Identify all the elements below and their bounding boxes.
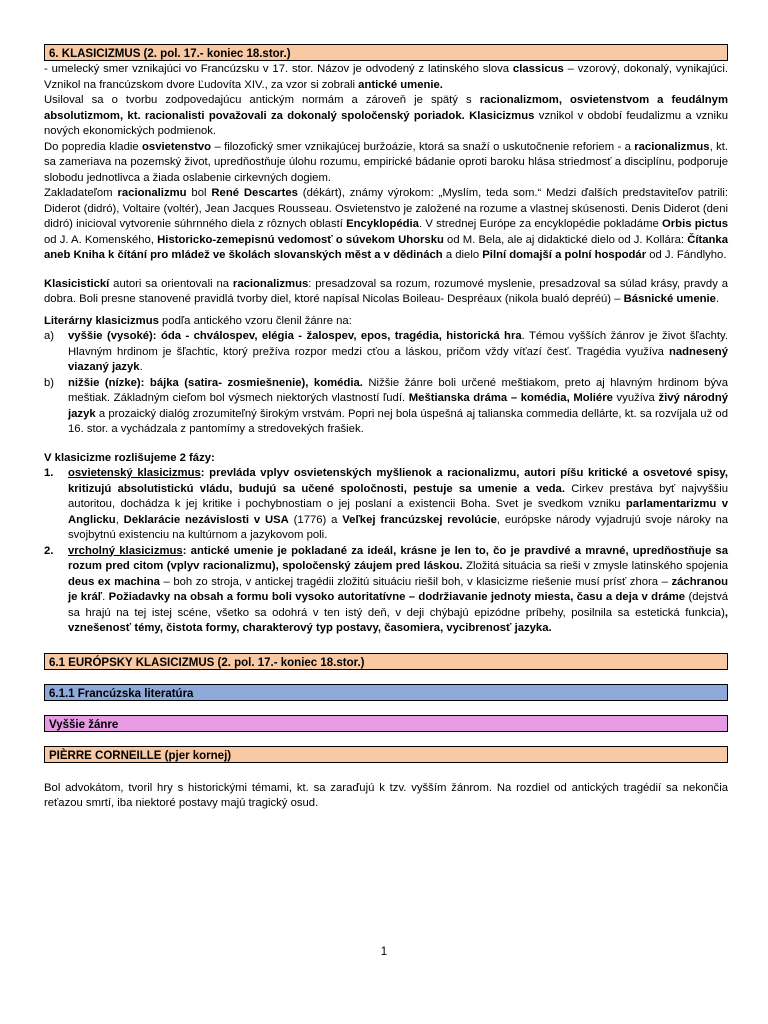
spacer <box>44 264 728 277</box>
section-heading-francuzska-literatura: 6.1.1 Francúzska literatúra <box>44 684 728 701</box>
phases-title: V klasicizme rozlišujeme 2 fázy: <box>44 451 215 464</box>
paragraph-klasicisticki-autori: Klasicistickí autori sa orientovali na racionalizmus: presadzoval sa rozum, rozumové myslenie, presadzoval sa súlad krásy, pravdy a dobra. Boli presne stanovené pravidlá tvorby diel, ktoré napísal Nicolas Boileau- Despréaux (nikola bualó depréú) – Básnické umenie. <box>44 277 728 305</box>
paragraph-corneille: Bol advokátom, tvoril hry s historickými témami, kt. sa zaraďujú k tzv. vyšším žánrom. Na rozdiel od antických tragédií sa nekončia reťazou smrtí, iba niektoré postavy majú tragický osud. <box>44 781 728 809</box>
list-item-nizsie: b) nižšie (nízke): bájka (satira- zosmiešnenie), komédia. Nižšie žánre boli určené meštiakom, preto aj hlavným hrdinom býva meštiak. Základným cieľom bol výsmech niektorých vlastností ľudí. Meštianska dráma – komédia, Moliére využíva živý národný jazyk a prozaický dialóg zrozumiteľný širokým vrstvám. Popri nej bola úspešná aj talianska commedia dellárte, kt. sa rozvíjala už od 16. stor. a vychádzala z pantomímy a stredovekých frašiek. <box>44 376 728 435</box>
paragraph-osvietenstvo: Do popredia kladie osvietenstvo – filozofický smer vznikajúcej buržoázie, ktorá sa snaží o uskutočnenie reforiem - a racionalizmus, kt. sa zameriava na pozemský život, upredňostňuje úlohu rozumu, empirické bádanie oproti baroku hlása striedmosť a disciplínu, podporuje slobodu jednotlivca a žiada oslabenie cirkevných dogiem. <box>44 140 729 184</box>
section-heading-corneille: PIÈRRE CORNEILLE (pjer kornej) <box>44 746 728 763</box>
list-item-vyssie: a) vyššie (vysoké): óda - chválospev, elégia - žalospev, epos, tragédia, historická hra. Témou vyšších žánrov je život šľachty. Hlavným hrdinom je šľachtic, ktorý prežíva rozpor medzi cťou a láskou, pričom vždy víťazí česť. Tragédia využíva nadnesený viazaný jazyk. <box>44 330 728 373</box>
page-number: 1 <box>380 946 388 958</box>
phase-item-vrcholny: 2. vrcholný klasicizmus: antické umenie je pokladané za ideál, krásne je len to, čo je pravdivé a mravné, upredňostňuje sa rozum pred citom (vplyv racionalizmu), spoločenský záujem pred láskou. Zložitá situácia sa rieši v zmysle latinského spojenia deus ex machina – boh zo stroja, v antickej tragédii zložitú situáciu riešil boh, v klasicizme riešenie musí prísť zhora – záchranou je kráľ. Požiadavky na obsah a formu boli vysoko autoritatívne – dodržiavanie jednoty miesta, času a deja v dráme (dejstvá sa hrajú na tej istej scéne, všetko sa odohrá v ten istý deň, v deji chýbajú epizódne príbehy, posilnila sa estetická funkcia), vznešenosť témy, čistota formy, charakterový typ postavy, časomiera, vycibrenosť jazyka. <box>44 544 729 634</box>
section-heading-europsky-klasicizmus: 6.1 EURÓPSKY KLASICIZMUS (2. pol. 17.- koniec 18.stor.) <box>44 653 728 670</box>
section-heading-vyssie-zanre: Vyššie žánre <box>44 715 728 732</box>
section-heading-klasicizmus: 6. KLASICIZMUS (2. pol. 17.- koniec 18.stor.) <box>44 44 728 61</box>
paragraph-zakladatel: Zakladateľom racionalizmu bol René Descartes (dékárt), známy výrokom: „Myslím, teda som.“ Medzi ďalších predstaviteľov patrili: Diderot (didró), Voltaire (voltér), Jean Jacques Rousseau. Osvietenstvo je založené na rozume a vlastnej skúsenosti. Denis Diderot (deni didró) inicioval vytvorenie súhrnného diela z rôznych oblastí Encyklopédia. V strednej Európe za encyklopédie pokladáme Orbis pictus od J. A. Komenského, Historicko-zemepisnú vedomosť o súvekom Uhorsku od M. Bela, ale aj didaktické dielo od J. Kollára: Čítanka aneb Kniha k čítání pro mládež ve školách slovanských měst a v dědinách a dielo Pilní domajší a polní hospodár od J. Fándlyho. <box>44 187 728 261</box>
spacer <box>44 438 728 451</box>
phase-item-osvietensky: 1. osvietenský klasicizmus: prevláda vplyv osvietenských myšlienok a racionalizmu, autori píšu kritické a osvetové spisy, kritizujú absolutistickú vládu, budujú sa učené spoločnosti, pestuje sa umenie a veda. Cirkev prestáva byť najvyššiu autoritou, dochádza k jej kritike i pochybnostiam o jej poslaní a existencii Boha. Svet je svedkom vzniku parlamentarizmu v Anglicku, Deklarácie nezávislosti v USA (1776) a Veľkej francúzskej revolúcie, európske národy vyjadrujú svoje nároky na svojbytnú existenciu na kultúrnom a jazykovom poli. <box>44 467 729 541</box>
paragraph-racionalizmus: Usiloval sa o tvorbu zodpovedajúcu antickým normám a zároveň je spätý s racionalizmom, osvietenstvom a feudálnym absolutizmom, kt. racionalisti považovali za dokonalý spoločenský poriadok. Klasicizmus vznikol v období feudalizmu a vzniku nových ekonomických podmienok. <box>44 94 729 137</box>
paragraph-intro: - umelecký smer vznikajúci vo Francúzsku v 17. stor. Názov je odvodený z latinského slova classicus – vzorový, dokonalý, vynikajúci. Vznikol na francúzskom dvore Ľudovíta XIV., za vzor si zobrali antické umenie. <box>44 63 728 91</box>
paragraph-literarny-klasicizmus: Literárny klasicizmus podľa antického vzoru členil žánre na: <box>44 314 352 327</box>
document-page <box>44 44 728 812</box>
